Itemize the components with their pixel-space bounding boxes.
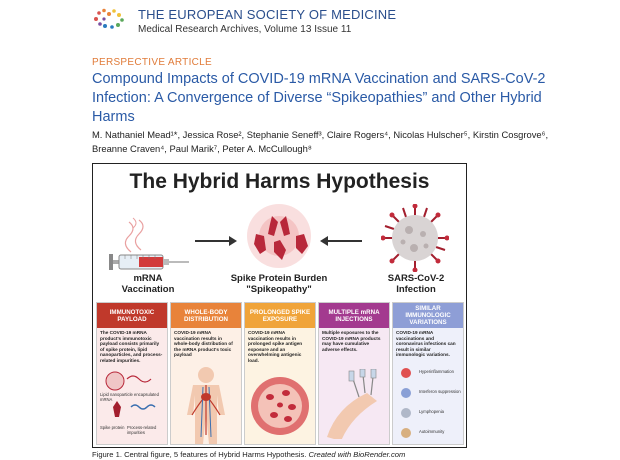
- panel-1-sub-lnp: Lipid nanoparticle encapsulated mRNA: [100, 392, 159, 402]
- immune-cells-icon: [396, 367, 418, 443]
- spike-protein-icon: [238, 202, 320, 270]
- panel-1-text: The COVID-19 mRNA product's immunotoxic payload consists primarily of spike protein, lipid nanoparticles, and process-related impurities.: [100, 330, 163, 363]
- article-type: PERSPECTIVE ARTICLE: [92, 57, 212, 68]
- label-mrna-vaccination-text: mRNA Vaccination: [121, 273, 175, 295]
- panel-prolonged-spike-exposure: [244, 302, 316, 445]
- panel-4-text: Multiple exposures to the COVID-19 mRNA products may have cumulative adverse effects.: [322, 330, 381, 352]
- panel-1-sub-spike: Spike protein: [100, 425, 125, 430]
- article-title: Compound Impacts of COVID-19 mRNA Vaccination and SARS-CoV-2 Infection: A Convergence of Diverse “Spikeopathies” and Other Hybrid Harms: [92, 71, 546, 125]
- panel-similar-immunologic-variations: [392, 302, 464, 445]
- panel-whole-body-distribution: [170, 302, 242, 445]
- arm-injection-icon: [323, 369, 385, 439]
- figure-caption: [92, 450, 405, 459]
- label-sars-cov-2-text: SARS-CoV-2 Infection: [387, 273, 445, 295]
- panel-3-text: COVID-19 mRNA vaccination results in prolonged spike antigen exposure and an overwhelming antigenic load.: [248, 330, 303, 363]
- society-name: THE EUROPEAN SOCIETY OF MEDICINE: [138, 7, 397, 22]
- virus-icon: [381, 204, 449, 272]
- arrow-left-icon: [319, 234, 364, 248]
- item-interferon-suppression: Interferon suppression: [419, 389, 461, 394]
- label-spike-burden-text: Spike Protein Burden "Spikeopathy": [230, 273, 328, 295]
- panel-1-header: IMMUNOTOXIC PAYLOAD: [97, 303, 167, 328]
- society-logo-icon: [92, 8, 126, 30]
- item-autoimmunity: Autoimmunity: [419, 429, 445, 434]
- panel-1-sub-impurities: Process-related impurities: [127, 425, 157, 435]
- central-figure: [92, 163, 467, 448]
- human-body-icon: [179, 365, 233, 444]
- label-mrna-vaccination: [113, 273, 183, 295]
- caption-main: Figure 1. Central figure, 5 features of Hybrid Harms Hypothesis.: [92, 450, 307, 459]
- panel-2-header: WHOLE-BODY DISTRIBUTION: [171, 303, 241, 328]
- item-lymphopenia: Lymphopenia: [419, 409, 444, 414]
- label-sars-cov-2: [381, 273, 451, 295]
- journal-info: Medical Research Archives, Volume 13 Issue 11: [138, 24, 352, 35]
- authors-line-2: Breanne Craven⁴, Paul Marik⁷, Peter A. McCullough⁸: [92, 143, 312, 154]
- caption-credit: Created with BioRender.com: [308, 450, 406, 459]
- arrow-right-icon: [193, 234, 238, 248]
- syringe-icon: [99, 214, 191, 276]
- panel-2-text: COVID-19 mRNA vaccination results in whole-body distribution of the mRNA product's toxic payload: [174, 330, 233, 357]
- panel-multiple-injections: [318, 302, 390, 445]
- label-spike-burden: [224, 273, 334, 295]
- author-list: [92, 128, 552, 156]
- panel-3-header: PROLONGED SPIKE EXPOSURE: [245, 303, 315, 328]
- authors-line-1: M. Nathaniel Mead¹*, Jessica Rose², Stephanie Seneff³, Claire Rogers⁴, Nicolas Hulscher⁵, Kirstin Cosgrove⁶,: [92, 129, 549, 140]
- figure-title: The Hybrid Harms Hypothesis: [129, 170, 430, 193]
- panel-5-header: SIMILAR IMMUNOLOGIC VARIATIONS: [393, 303, 463, 328]
- panel-5-text: COVID-19 mRNA vaccinations and coronavirus infections can result in similar immunologic variations.: [396, 330, 456, 357]
- panel-immunotoxic-payload: [96, 302, 168, 445]
- blood-vessel-icon: [250, 375, 310, 437]
- item-hyperinflammation: Hyperinflammation: [419, 369, 454, 374]
- panel-4-header: MULTIPLE mRNA INJECTIONS: [319, 303, 389, 328]
